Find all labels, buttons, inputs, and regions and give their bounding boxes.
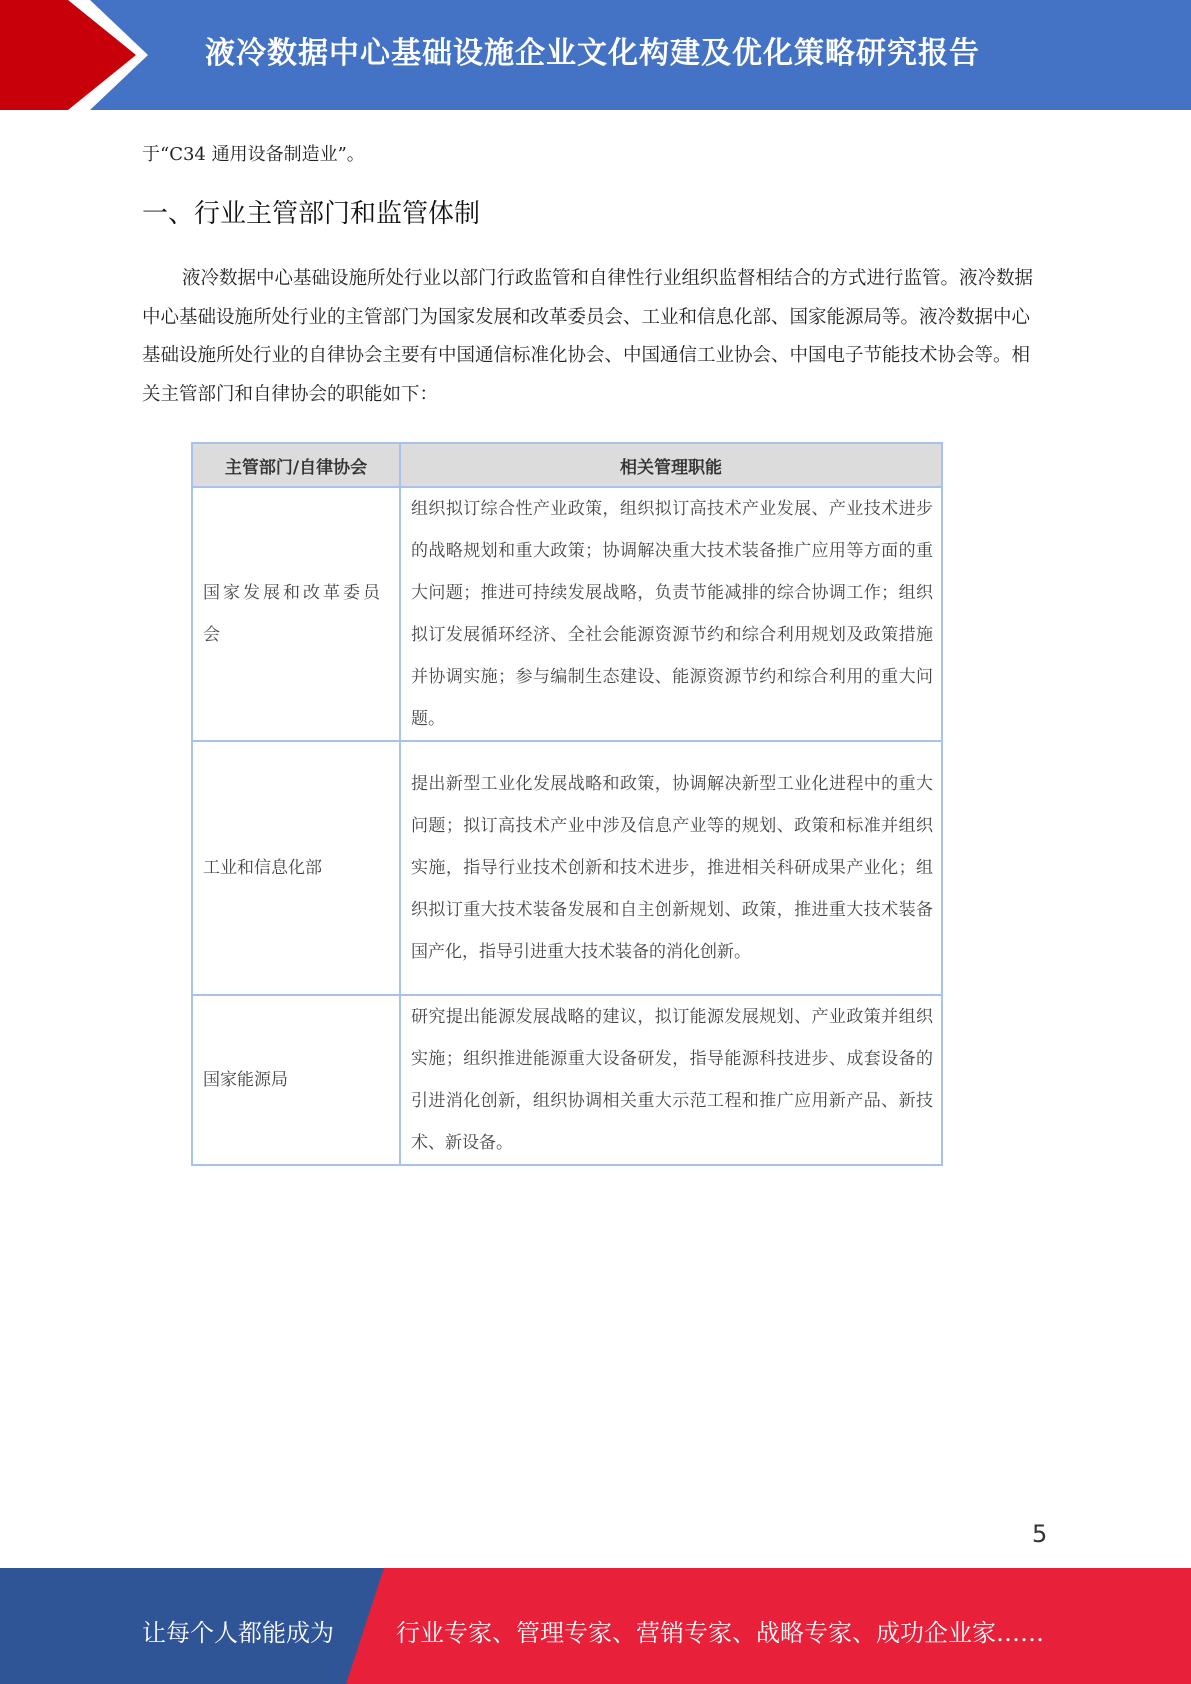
footer-slogan-left: 让每个人都能成为 xyxy=(142,1619,334,1647)
duties-table xyxy=(191,442,943,1166)
header-title: 液冷数据中心基础设施企业文化构建及优化策略研究报告 xyxy=(205,36,980,71)
table-header-row xyxy=(192,443,942,487)
page-number: 5 xyxy=(1032,1520,1048,1548)
table-row xyxy=(192,487,942,741)
header-band xyxy=(0,0,1191,110)
section-title: 一、行业主管部门和监管体制 xyxy=(142,199,481,229)
table-cell-dept: 国家能源局 xyxy=(192,995,400,1165)
body-paragraph: 液冷数据中心基础设施所处行业以部门行政监管和自律性行业组织监督相结合的方式进行监管。液冷数据中心基础设施所处行业的主管部门为国家发展和改革委员会、工业和信息化部、国家能源局等。液冷数据中心基础设施所处行业的自律协会主要有中国通信标准化协会、中国通信工业协会、中国电子节能技术协会等。相关主管部门和自律协会的职能如下： xyxy=(142,268,1034,405)
lead-text: 于“C34 通用设备制造业”。 xyxy=(142,144,365,165)
table-cell-func: 组织拟订综合性产业政策，组织拟订高技术产业发展、产业技术进步的战略规划和重大政策；协调解决重大技术装备推广应用等方面的重大问题；推进可持续发展战略，负责节能减排的综合协调工作；组织拟订发展循环经济、全社会能源资源节约和综合利用规划及政策措施并协调实施；参与编制生态建设、能源资源节约和综合利用的重大问题。 xyxy=(400,487,942,741)
table-cell-func: 研究提出能源发展战略的建议，拟订能源发展规划、产业政策并组织实施；组织推进能源重大设备研发，指导能源科技进步、成套设备的引进消化创新，组织协调相关重大示范工程和推广应用新产品、新技术、新设备。 xyxy=(400,995,942,1165)
table-cell-dept: 国家发展和改革委员会 xyxy=(192,487,400,741)
table-header-func: 相关管理职能 xyxy=(400,443,942,487)
table-header-dept: 主管部门/自律协会 xyxy=(192,443,400,487)
table-row xyxy=(192,741,942,995)
table-cell-func: 提出新型工业化发展战略和政策，协调解决新型工业化进程中的重大问题；拟订高技术产业中涉及信息产业等的规划、政策和标准并组织实施，指导行业技术创新和技术进步，推进相关科研成果产业化；组织拟订重大技术装备发展和自主创新规划、政策，推进重大技术装备国产化，指导引进重大技术装备的消化创新。 xyxy=(400,741,942,995)
header-chevron-decoration xyxy=(0,0,160,110)
table-cell-dept: 工业和信息化部 xyxy=(192,741,400,995)
footer-band xyxy=(0,1568,1191,1684)
table-row xyxy=(192,995,942,1165)
footer-slogan-right: 行业专家、管理专家、营销专家、战略专家、成功企业家…… xyxy=(396,1619,1044,1647)
